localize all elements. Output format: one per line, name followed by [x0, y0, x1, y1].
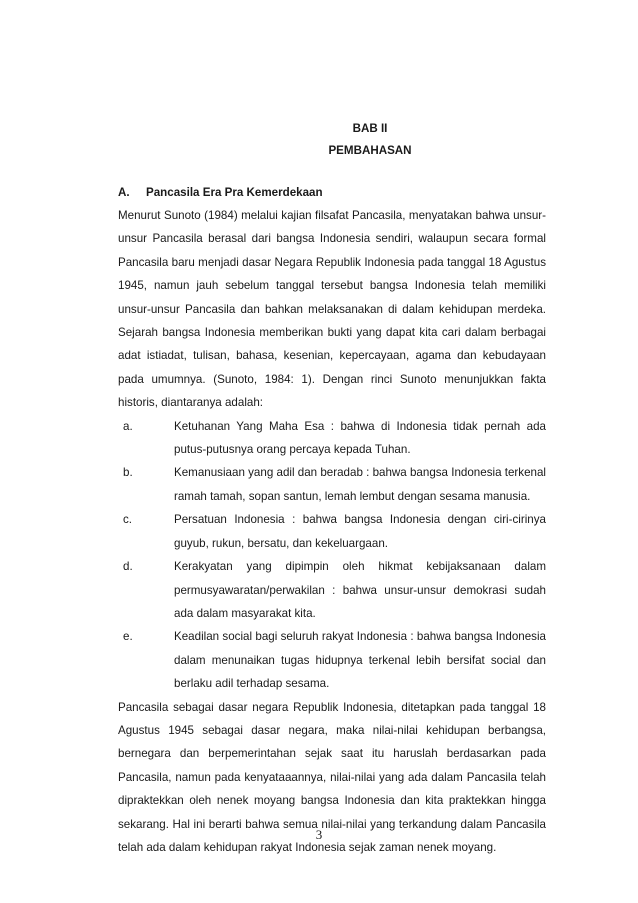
section-letter: A. — [118, 186, 130, 199]
list-item — [118, 625, 546, 695]
chapter-title: PEMBAHASAN — [328, 144, 412, 157]
list-text: Kemanusiaan yang adil dan beradab : bahwa bangsa Indonesia terkenal ramah tamah, sopan santun, lemah lembut dengan sesama manusia. — [174, 466, 546, 503]
document-page — [118, 118, 546, 859]
page-number: 3 — [315, 827, 323, 842]
list-item — [118, 508, 546, 555]
historical-facts-list — [118, 415, 546, 696]
list-item — [118, 461, 546, 508]
list-text: Kerakyatan yang dipimpin oleh hikmat kebijaksanaan dalam permusyawaratan/perwakilan : bahwa unsur-unsur demokrasi sudah ada dalam masyarakat kita. — [174, 560, 546, 620]
paragraph-conclusion: Pancasila sebagai dasar negara Republik Indonesia, ditetapkan pada tanggal 18 Agustus 1945 sebagai dasar negara, maka nilai-nilai kehidupan berbangsa, bernegara dan berpemerintahan sejak saat itu haruslah berdasarkan pada Pancasila, namun pada kenyataaannya, nilai-nilai yang ada dalam Pancasila telah dipraktekkan oleh nenek moyang bangsa Indonesia dan kita praktekkan hingga sekarang. Hal ini berarti bahwa semua nilai-nilai yang terkandung dalam Pancasila telah ada dalam kehidupan rakyat Indonesia sejak zaman nenek moyang. — [118, 700, 546, 854]
list-item — [118, 555, 546, 625]
list-item — [118, 415, 546, 462]
chapter-label: BAB II — [352, 122, 388, 135]
list-text: Persatuan Indonesia : bahwa bangsa Indonesia dengan ciri-cirinya guyub, rukun, bersatu, dan kekeluargaan. — [174, 513, 546, 550]
section-title: Pancasila Era Pra Kemerdekaan — [146, 186, 323, 199]
list-marker: a. — [123, 419, 133, 433]
section-heading — [118, 182, 546, 204]
list-marker: e. — [123, 630, 133, 644]
list-text: Keadilan social bagi seluruh rakyat Indonesia : bahwa bangsa Indonesia dalam menunaikan tugas hidupnya terkenal lebih bersifat social dan berlaku adil terhadap sesama. — [174, 630, 546, 691]
paragraph-intro: Menurut Sunoto (1984) melalui kajian filsafat Pancasila, menyatakan bahwa unsur-unsur Pancasila berasal dari bangsa Indonesia sendiri, walaupun secara formal Pancasila baru menjadi dasar Negara Republik Indonesia pada tanggal 18 Agustus 1945, namun jauh sebelum tanggal tersebut bangsa Indonesia telah memiliki unsur-unsur Pancasila dan bahkan melaksanakan di dalam kehidupan merdeka. Sejarah bangsa Indonesia memberikan bukti yang dapat kita cari dalam berbagai adat istiadat, tulisan, bahasa, kesenian, kepercayaan, agama dan kebudayaan pada umumnya. (Sunoto, 1984: 1). Dengan rinci Sunoto menunjukkan fakta historis, diantaranya adalah: — [118, 209, 546, 410]
list-marker: c. — [123, 513, 133, 527]
list-marker: b. — [123, 466, 133, 480]
list-text: Ketuhanan Yang Maha Esa : bahwa di Indonesia tidak pernah ada putus-putusnya orang percaya kepada Tuhan. — [174, 419, 546, 457]
list-marker: d. — [123, 560, 133, 574]
